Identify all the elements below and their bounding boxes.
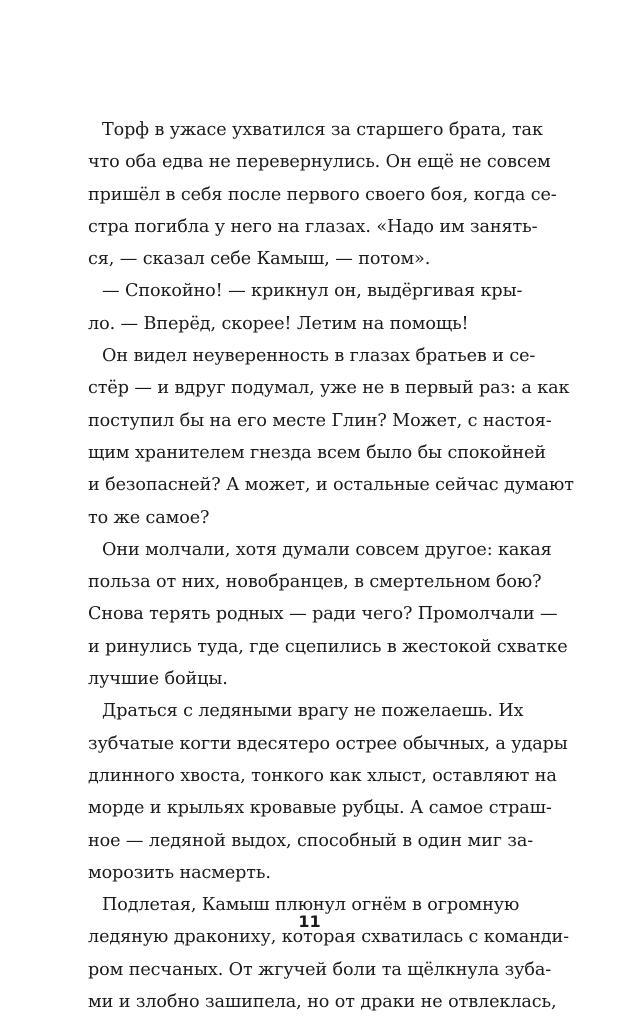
text-line: щим хранителем гнезда всем было бы спокойней [88, 442, 546, 463]
text-line: длинного хвоста, тонкого как хлыст, оставляют на [88, 765, 557, 786]
text-line: ное — ледяной выдох, способный в один миг за- [88, 830, 534, 851]
text-line: ми и злобно зашипела, но от драки не отвлеклась, [88, 992, 557, 1013]
text-line: морозить насмерть. [88, 862, 271, 883]
paragraph [88, 114, 557, 275]
paragraph [88, 275, 523, 340]
paragraph [88, 695, 568, 889]
text-line: ся, — сказал себе Камыш, — потом». [88, 249, 431, 270]
paragraph [88, 534, 568, 695]
text-line: Драться с ледяными врагу не пожелаешь. Их [102, 701, 524, 722]
text-line: и безопасней? А может, и остальные сейчас думают [88, 475, 574, 496]
page-number: 11 [298, 912, 321, 931]
text-line: морде и крыльях кровавые рубцы. А самое страш- [88, 798, 552, 819]
text-line: Он видел неуверенность в глазах братьев и се- [102, 346, 536, 367]
text-line: стра погибла у него на глазах. «Надо им занять- [88, 216, 538, 237]
text-line: Снова терять родных — ради чего? Промолчали — [88, 604, 558, 625]
text-line: Они молчали, хотя думали совсем другое: какая [102, 539, 552, 560]
paragraph [88, 340, 574, 534]
text-line: — Спокойно! — крикнул он, выдёргивая кры- [102, 281, 523, 302]
text-line: ледяную дракониху, которая схватилась с команди- [88, 927, 569, 948]
text-line: то же самое? [88, 507, 210, 528]
text-line: ло. — Вперёд, скорее! Летим на помощь! [88, 313, 469, 334]
text-line: поступил бы на его месте Глин? Может, с настоя- [88, 410, 552, 431]
text-line: Подлетая, Камыш плюнул огнём в огромную [102, 895, 520, 916]
page-body [88, 114, 574, 1018]
text-line: стёр — и вдруг подумал, уже не в первый раз: а как [88, 378, 570, 399]
text-line: лучшие бойцы. [88, 669, 228, 690]
text-line: что оба едва не перевернулись. Он ещё не совсем [88, 152, 551, 173]
text-line: пришёл в себя после первого своего боя, когда се- [88, 184, 557, 205]
text-line: Торф в ужасе ухватился за старшего брата, так [102, 120, 543, 140]
text-line: ром песчаных. От жгучей боли та щёлкнула зуба- [88, 959, 552, 980]
text-line: и ринулись туда, где сцепились в жестокой схватке [88, 636, 568, 657]
text-line: зубчатые когти вдесятеро острее обычных, а удары [88, 733, 568, 754]
text-line: польза от них, новобранцев, в смертельном бою? [88, 572, 542, 593]
paragraph [88, 889, 569, 1018]
